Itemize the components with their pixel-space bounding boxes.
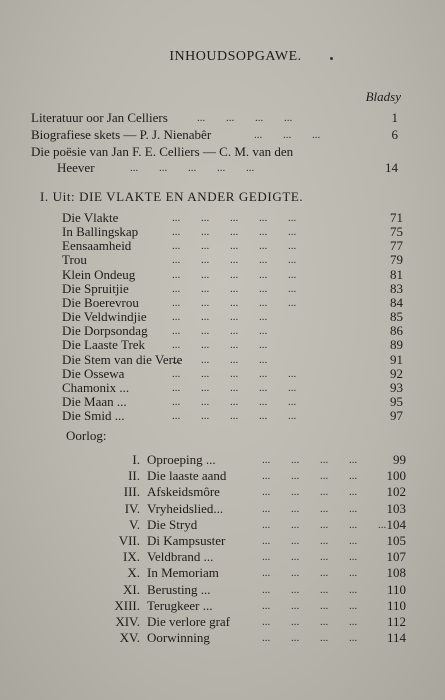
dot-leader: ... ... ... ... [262, 583, 358, 596]
entry-title: Die verlore graf [147, 614, 231, 629]
page-number: 107 [386, 549, 406, 565]
page-number: 97 [390, 408, 403, 424]
entry-title: Eensaamheid [62, 238, 132, 254]
roman-numeral: IV. [124, 500, 140, 516]
toc-entry [0, 408, 445, 424]
dot-leader: ... ... ... ... ... [130, 162, 255, 174]
page-number: 86 [390, 323, 403, 339]
entry-title: Veldbrand ... [147, 549, 214, 565]
dot-leader: ... ... ... ... [172, 325, 268, 338]
dot-leader: ... ... ... ... ... [172, 381, 297, 394]
entry-title: Biografiese skets — P. J. Nienabêr [31, 127, 212, 142]
entry-title: Die Boerevrou [62, 294, 139, 310]
dot-leader: ... ... ... [254, 129, 321, 141]
page-number: 14 [385, 160, 398, 175]
entry-title: Oorwinning [147, 630, 210, 646]
entry-title: Klein Ondeug [62, 266, 136, 282]
toc-entry [0, 517, 445, 533]
toc-entry [0, 484, 445, 500]
toc-entry [0, 598, 445, 614]
page-number: 85 [390, 309, 403, 325]
entry-title: Die Spruitjie [62, 280, 129, 296]
toc-entry [0, 533, 445, 549]
dot-leader: ... ... ... ... [262, 502, 358, 515]
page-number: 81 [390, 266, 403, 282]
dot-leader: ... ... ... ... ... [172, 410, 297, 423]
entry-title: Di Kampsuster [147, 533, 226, 548]
page-number: 110 [386, 581, 406, 597]
page-number: 114 [386, 630, 406, 646]
entry-title: Terugkeer ... [147, 597, 213, 613]
toc-entry-continuation [0, 160, 445, 176]
dot-leader: ... ... ... ... ... [172, 226, 297, 239]
section-heading: I. Uit: DIE VLAKTE EN ANDER GEDIGTE. [40, 189, 304, 204]
dot-leader: ... ... ... ... ... [172, 296, 297, 309]
page-number: 104 [386, 516, 406, 532]
page-number: 84 [390, 294, 403, 310]
entry-title: Chamonix ... [62, 379, 130, 395]
entry-title: Die Laaste Trek [62, 337, 146, 353]
page-number: 6 [391, 127, 398, 142]
page-number: 89 [390, 337, 403, 353]
toc-entry [0, 549, 445, 565]
page-number: 108 [386, 565, 406, 581]
toc-entry [0, 565, 445, 581]
roman-numeral: X. [127, 565, 140, 581]
toc-entry [0, 468, 445, 484]
roman-numeral: XIII. [114, 597, 140, 613]
dot-leader: ... ... ... ... ... [172, 240, 297, 253]
entry-title: Die Vlakte [62, 210, 119, 225]
dot-leader: ... ... ... ... [262, 535, 358, 547]
roman-numeral: VII. [118, 533, 140, 548]
entry-title: Literatuur oor Jan Celliers [31, 110, 168, 125]
entry-title-continued: Heever [57, 160, 95, 175]
page-title: INHOUDSOPGAWE. [169, 49, 302, 64]
page-number: 112 [386, 614, 406, 629]
dot-leader: ... ... ... ... ... [172, 254, 297, 267]
toc-entry [0, 614, 445, 630]
dot-leader: ... ... ... ... [262, 632, 358, 645]
roman-numeral: V. [129, 516, 140, 532]
entry-title: Berusting ... [147, 581, 211, 597]
roman-numeral: XI. [123, 581, 140, 597]
entry-title: Die Stem van die Verte [62, 351, 183, 367]
dot-leader: ... ... ... ... ... [172, 268, 297, 281]
dot-leader: ... ... ... ... [262, 454, 358, 466]
entry-title: Die Smid ... [62, 408, 125, 424]
dot-leader: ... ... ... ... [262, 551, 358, 564]
toc-entry [0, 630, 445, 646]
page-number: 103 [386, 500, 406, 516]
dot-leader: ... ... ... ... [172, 353, 268, 366]
dot-leader: ... ... ... ... [262, 470, 358, 483]
dot-leader: ... ... ... ... [172, 311, 268, 324]
roman-numeral: IX. [123, 549, 140, 565]
entry-title: Die poësie van Jan F. E. Celliers — C. M. van den [31, 144, 294, 159]
roman-numeral: I. [132, 452, 140, 467]
toc-entry [0, 144, 445, 160]
dot-leader: ... ... ... ... [197, 112, 293, 124]
toc-entry [0, 127, 445, 143]
page-number: 95 [390, 393, 403, 409]
entry-title: Vryheidslied... [147, 500, 224, 516]
dot-leader: ... ... ... ... [262, 599, 358, 612]
roman-numeral: XIV. [115, 614, 140, 629]
entry-title: Oproeping ... [147, 452, 216, 467]
entry-title: Die Ossewa [62, 365, 125, 381]
page-number: 110 [386, 597, 406, 613]
dot-leader: ... ... ... ... ... [172, 282, 297, 295]
page-number: 99 [393, 452, 406, 467]
roman-numeral: XV. [119, 630, 140, 646]
page-number: 93 [390, 379, 403, 395]
toc-entry [0, 582, 445, 598]
ink-spot [330, 57, 333, 60]
page-number: 83 [390, 280, 403, 296]
toc-entry [0, 501, 445, 517]
page-number: 77 [390, 238, 403, 254]
dot-leader: ... ... ... ... [262, 567, 358, 580]
toc-entry [0, 452, 445, 468]
dot-leader: ... ... ... ... [262, 616, 358, 628]
page-number: 102 [386, 484, 406, 500]
entry-title: Trou [62, 252, 87, 268]
page-number: 71 [390, 210, 403, 225]
page-number: 1 [391, 110, 398, 125]
page-number: 92 [390, 365, 403, 381]
entry-title: Die Dorpsondag [62, 323, 148, 339]
dot-leader: ... ... ... ... ... [262, 518, 387, 531]
dot-leader: ... ... ... ... ... [172, 367, 297, 380]
toc-entry [0, 110, 445, 126]
dot-leader: ... ... ... ... [172, 339, 268, 352]
dot-leader: ... ... ... ... ... [172, 212, 297, 224]
page-number: 75 [390, 224, 403, 240]
page-column-label: Bladsy [365, 89, 401, 104]
page-number: 91 [390, 351, 403, 367]
oorlog-heading: Oorlog: [66, 428, 107, 443]
entry-title: Die Maan ... [62, 393, 127, 409]
roman-numeral: III. [123, 484, 140, 500]
entry-title: In Memoriam [147, 565, 219, 581]
entry-title: Afskeidsmôre [147, 484, 220, 500]
entry-title: In Ballingskap [62, 224, 139, 240]
page-number: 105 [386, 533, 406, 548]
dot-leader: ... ... ... ... ... [172, 395, 297, 408]
roman-numeral: II. [128, 468, 140, 484]
entry-title: Die Veldwindjie [62, 309, 147, 325]
page-number: 79 [390, 252, 403, 268]
entry-title: Die Stryd [147, 516, 198, 532]
dot-leader: ... ... ... ... [262, 486, 358, 499]
entry-title: Die laaste aand [147, 468, 227, 484]
page-number: 100 [386, 468, 406, 484]
